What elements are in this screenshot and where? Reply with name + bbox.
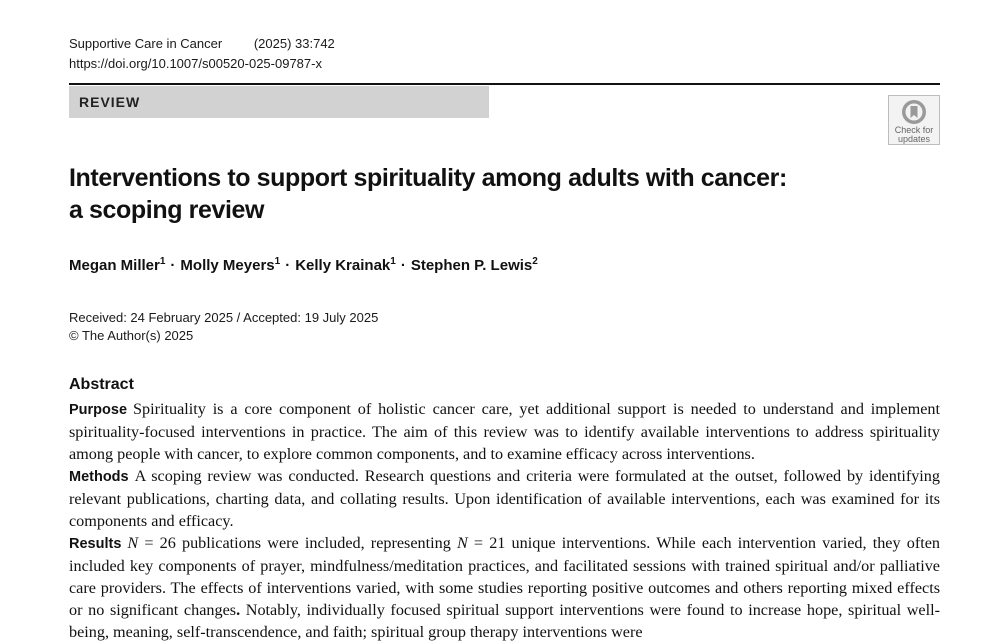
article-type-banner: REVIEW — [69, 86, 489, 118]
article-title — [69, 162, 929, 226]
sample-size-symbol: N — [456, 534, 468, 552]
sample-size-value: = 26 — [138, 534, 176, 552]
abstract-heading: Abstract — [69, 376, 134, 393]
doi-link[interactable]: https://doi.org/10.1007/s00520-025-09787-x — [69, 56, 322, 71]
methods-label: Methods — [69, 469, 129, 485]
publication-dates — [69, 309, 378, 345]
article-title-line1: Interventions to support spirituality among adults with cancer: — [69, 164, 787, 192]
author-separator: · — [170, 257, 176, 274]
author-separator: · — [400, 257, 406, 274]
results-text: unique interventions. While each intervention varied, they often included key components of prayer, mindfulness/meditation practices, and facilitated sessions with trained spiritual and/or palliative care providers. The effects of interventions varied, with some studies reporting positive outcomes and others reporting mixed effects or no significant changes — [69, 534, 940, 619]
results-text: Notably, individually focused spiritual support interventions were found to increase hope, spiritual well-being, meaning, self-transcendence, and faith; spiritual group therapy interventions were — [69, 601, 940, 641]
methods-text: A scoping review was conducted. Research questions and criteria were formulated at the outset, followed by identifying relevant publications, charting data, and collating results. Upon identification of available interventions, each was examined for its components and efficacy. — [69, 467, 940, 530]
author-name[interactable]: Kelly Krainak — [295, 257, 391, 274]
journal-name: Supportive Care in Cancer — [69, 36, 223, 51]
article-title-line2: a scoping review — [69, 196, 265, 224]
purpose-label: Purpose — [69, 402, 128, 418]
copyright-notice: © The Author(s) 2025 — [69, 328, 194, 343]
sample-size-value: = 21 — [467, 534, 506, 552]
results-period: . — [236, 601, 241, 619]
check-for-updates-line2: updates — [897, 134, 931, 144]
abstract-results — [69, 532, 940, 643]
author-name[interactable]: Molly Meyers — [180, 257, 275, 274]
author-name[interactable]: Megan Miller — [69, 257, 160, 274]
author-name[interactable]: Stephen P. Lewis — [410, 257, 533, 274]
results-label: Results — [69, 536, 122, 552]
author-affiliation: 1 — [159, 256, 166, 267]
purpose-text: Spirituality is a core component of holistic cancer care, yet additional support is needed to understand and implement spirituality-focused interventions in practice. The aim of this review was to identify available interventions to address spirituality among people with cancer, to explore common components, and to examine efficacy across interventions. — [69, 400, 940, 463]
received-accepted-dates: Received: 24 February 2025 / Accepted: 19 July 2025 — [69, 310, 379, 325]
author-affiliation: 2 — [532, 256, 538, 267]
author-list — [69, 256, 538, 274]
results-text: publications were included, representing — [175, 534, 457, 552]
author-separator: · — [285, 257, 291, 274]
header-rule — [69, 83, 940, 85]
check-for-updates-badge[interactable] — [888, 95, 940, 145]
abstract-purpose — [69, 398, 940, 465]
abstract-methods — [69, 465, 940, 532]
check-for-updates-line1: Check for — [894, 125, 934, 135]
author-affiliation: 1 — [274, 256, 281, 267]
journal-citation — [69, 36, 335, 51]
abstract-body — [69, 398, 940, 643]
author-affiliation: 1 — [390, 256, 396, 267]
sample-size-symbol: N — [127, 534, 139, 552]
bookmark-refresh-icon — [900, 98, 928, 126]
journal-volume: (2025) 33:742 — [253, 36, 335, 51]
